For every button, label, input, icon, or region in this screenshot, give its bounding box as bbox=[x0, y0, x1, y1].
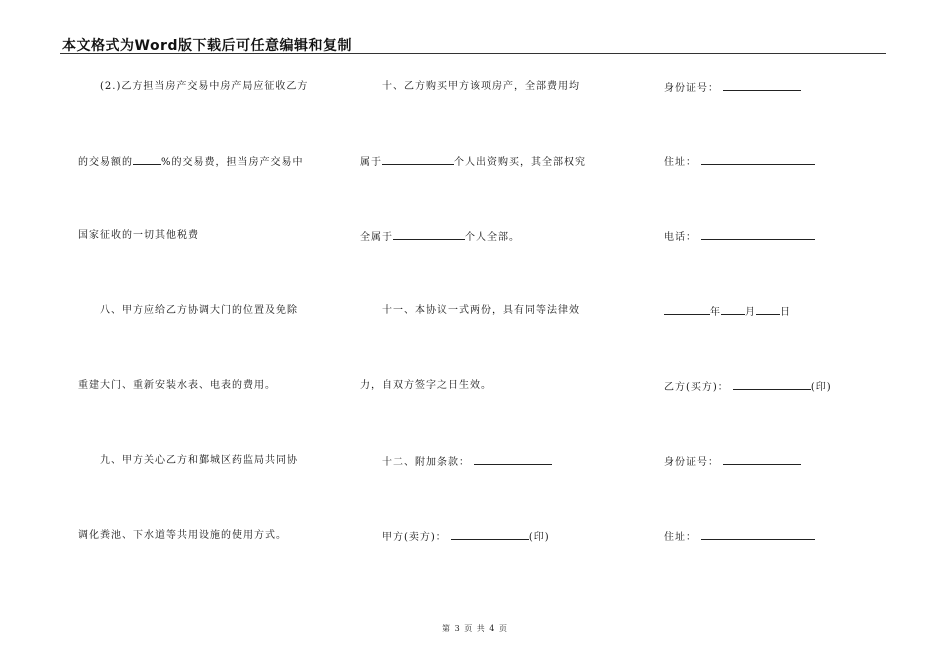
blank-owner-1 bbox=[382, 154, 454, 165]
additional-terms-label: 十二、附加条款： bbox=[382, 457, 470, 468]
right-line-7 bbox=[664, 529, 815, 545]
blank-percent bbox=[133, 154, 161, 165]
middle-line-2-prefix: 属于 bbox=[360, 157, 382, 168]
right-line-5 bbox=[664, 379, 832, 395]
middle-line-3-suffix: 个人全部。 bbox=[465, 232, 520, 243]
day-label: 日 bbox=[780, 307, 791, 318]
address-label-1: 住址： bbox=[664, 157, 697, 168]
left-line-4: 八、甲方应给乙方协调大门的位置及免除 bbox=[100, 305, 298, 316]
right-line-2 bbox=[664, 154, 815, 170]
blank-buyer bbox=[733, 379, 811, 390]
left-line-5: 重建大门、重新安装水表、电表的费用。 bbox=[78, 380, 276, 391]
page-header-title: 本文格式为Word版下载后可任意编辑和复制 bbox=[62, 38, 352, 54]
blank-address-2 bbox=[701, 529, 815, 540]
address-label-2: 住址： bbox=[664, 532, 697, 543]
left-line-7: 调化粪池、下水道等共用设施的使用方式。 bbox=[78, 530, 287, 541]
page-number-footer: 第 3 页 共 4 页 bbox=[442, 624, 508, 633]
id-number-label-1: 身份证号： bbox=[664, 83, 719, 94]
month-label: 月 bbox=[745, 307, 756, 318]
blank-id-1 bbox=[723, 80, 801, 91]
left-line-2-prefix: 的交易额的 bbox=[78, 157, 133, 168]
right-line-4 bbox=[664, 304, 791, 320]
blank-year bbox=[664, 304, 710, 315]
left-line-3: 国家征收的一切其他税费 bbox=[78, 230, 199, 241]
blank-day bbox=[756, 304, 780, 315]
middle-line-2-suffix: 个人出资购买，其全部权究 bbox=[454, 157, 586, 168]
left-line-2 bbox=[78, 154, 304, 170]
left-line-2-suffix: %的交易费，担当房产交易中 bbox=[161, 157, 304, 168]
middle-line-6 bbox=[382, 454, 552, 470]
middle-line-5: 力，自双方签字之日生效。 bbox=[360, 380, 492, 391]
buyer-seal: (印) bbox=[810, 382, 832, 393]
buyer-label: 乙方(买方)： bbox=[664, 382, 729, 393]
right-line-3 bbox=[664, 229, 815, 245]
blank-address-1 bbox=[701, 154, 815, 165]
blank-phone bbox=[701, 229, 815, 240]
blank-owner-2 bbox=[393, 229, 465, 240]
right-line-6 bbox=[664, 454, 801, 470]
blank-id-2 bbox=[723, 454, 801, 465]
right-line-1 bbox=[664, 80, 801, 96]
left-line-1: (2.)乙方担当房产交易中房产局应征收乙方 bbox=[100, 81, 309, 92]
seller-seal: (印) bbox=[528, 532, 550, 543]
middle-line-3-prefix: 全属于 bbox=[360, 232, 393, 243]
middle-line-4: 十一、本协议一式两份，具有同等法律效 bbox=[382, 305, 580, 316]
middle-line-2 bbox=[360, 154, 586, 170]
header-divider bbox=[60, 53, 886, 54]
middle-line-1: 十、乙方购买甲方该项房产，全部费用均 bbox=[382, 81, 580, 92]
left-line-6: 九、甲方关心乙方和鄞城区药监局共同协 bbox=[100, 455, 298, 466]
blank-additional-terms bbox=[474, 454, 552, 465]
seller-label: 甲方(卖方)： bbox=[382, 532, 447, 543]
blank-month bbox=[721, 304, 745, 315]
middle-line-3 bbox=[360, 229, 520, 245]
year-label: 年 bbox=[710, 307, 721, 318]
phone-label: 电话： bbox=[664, 232, 697, 243]
middle-line-7 bbox=[382, 529, 550, 545]
id-number-label-2: 身份证号： bbox=[664, 457, 719, 468]
blank-seller bbox=[451, 529, 529, 540]
